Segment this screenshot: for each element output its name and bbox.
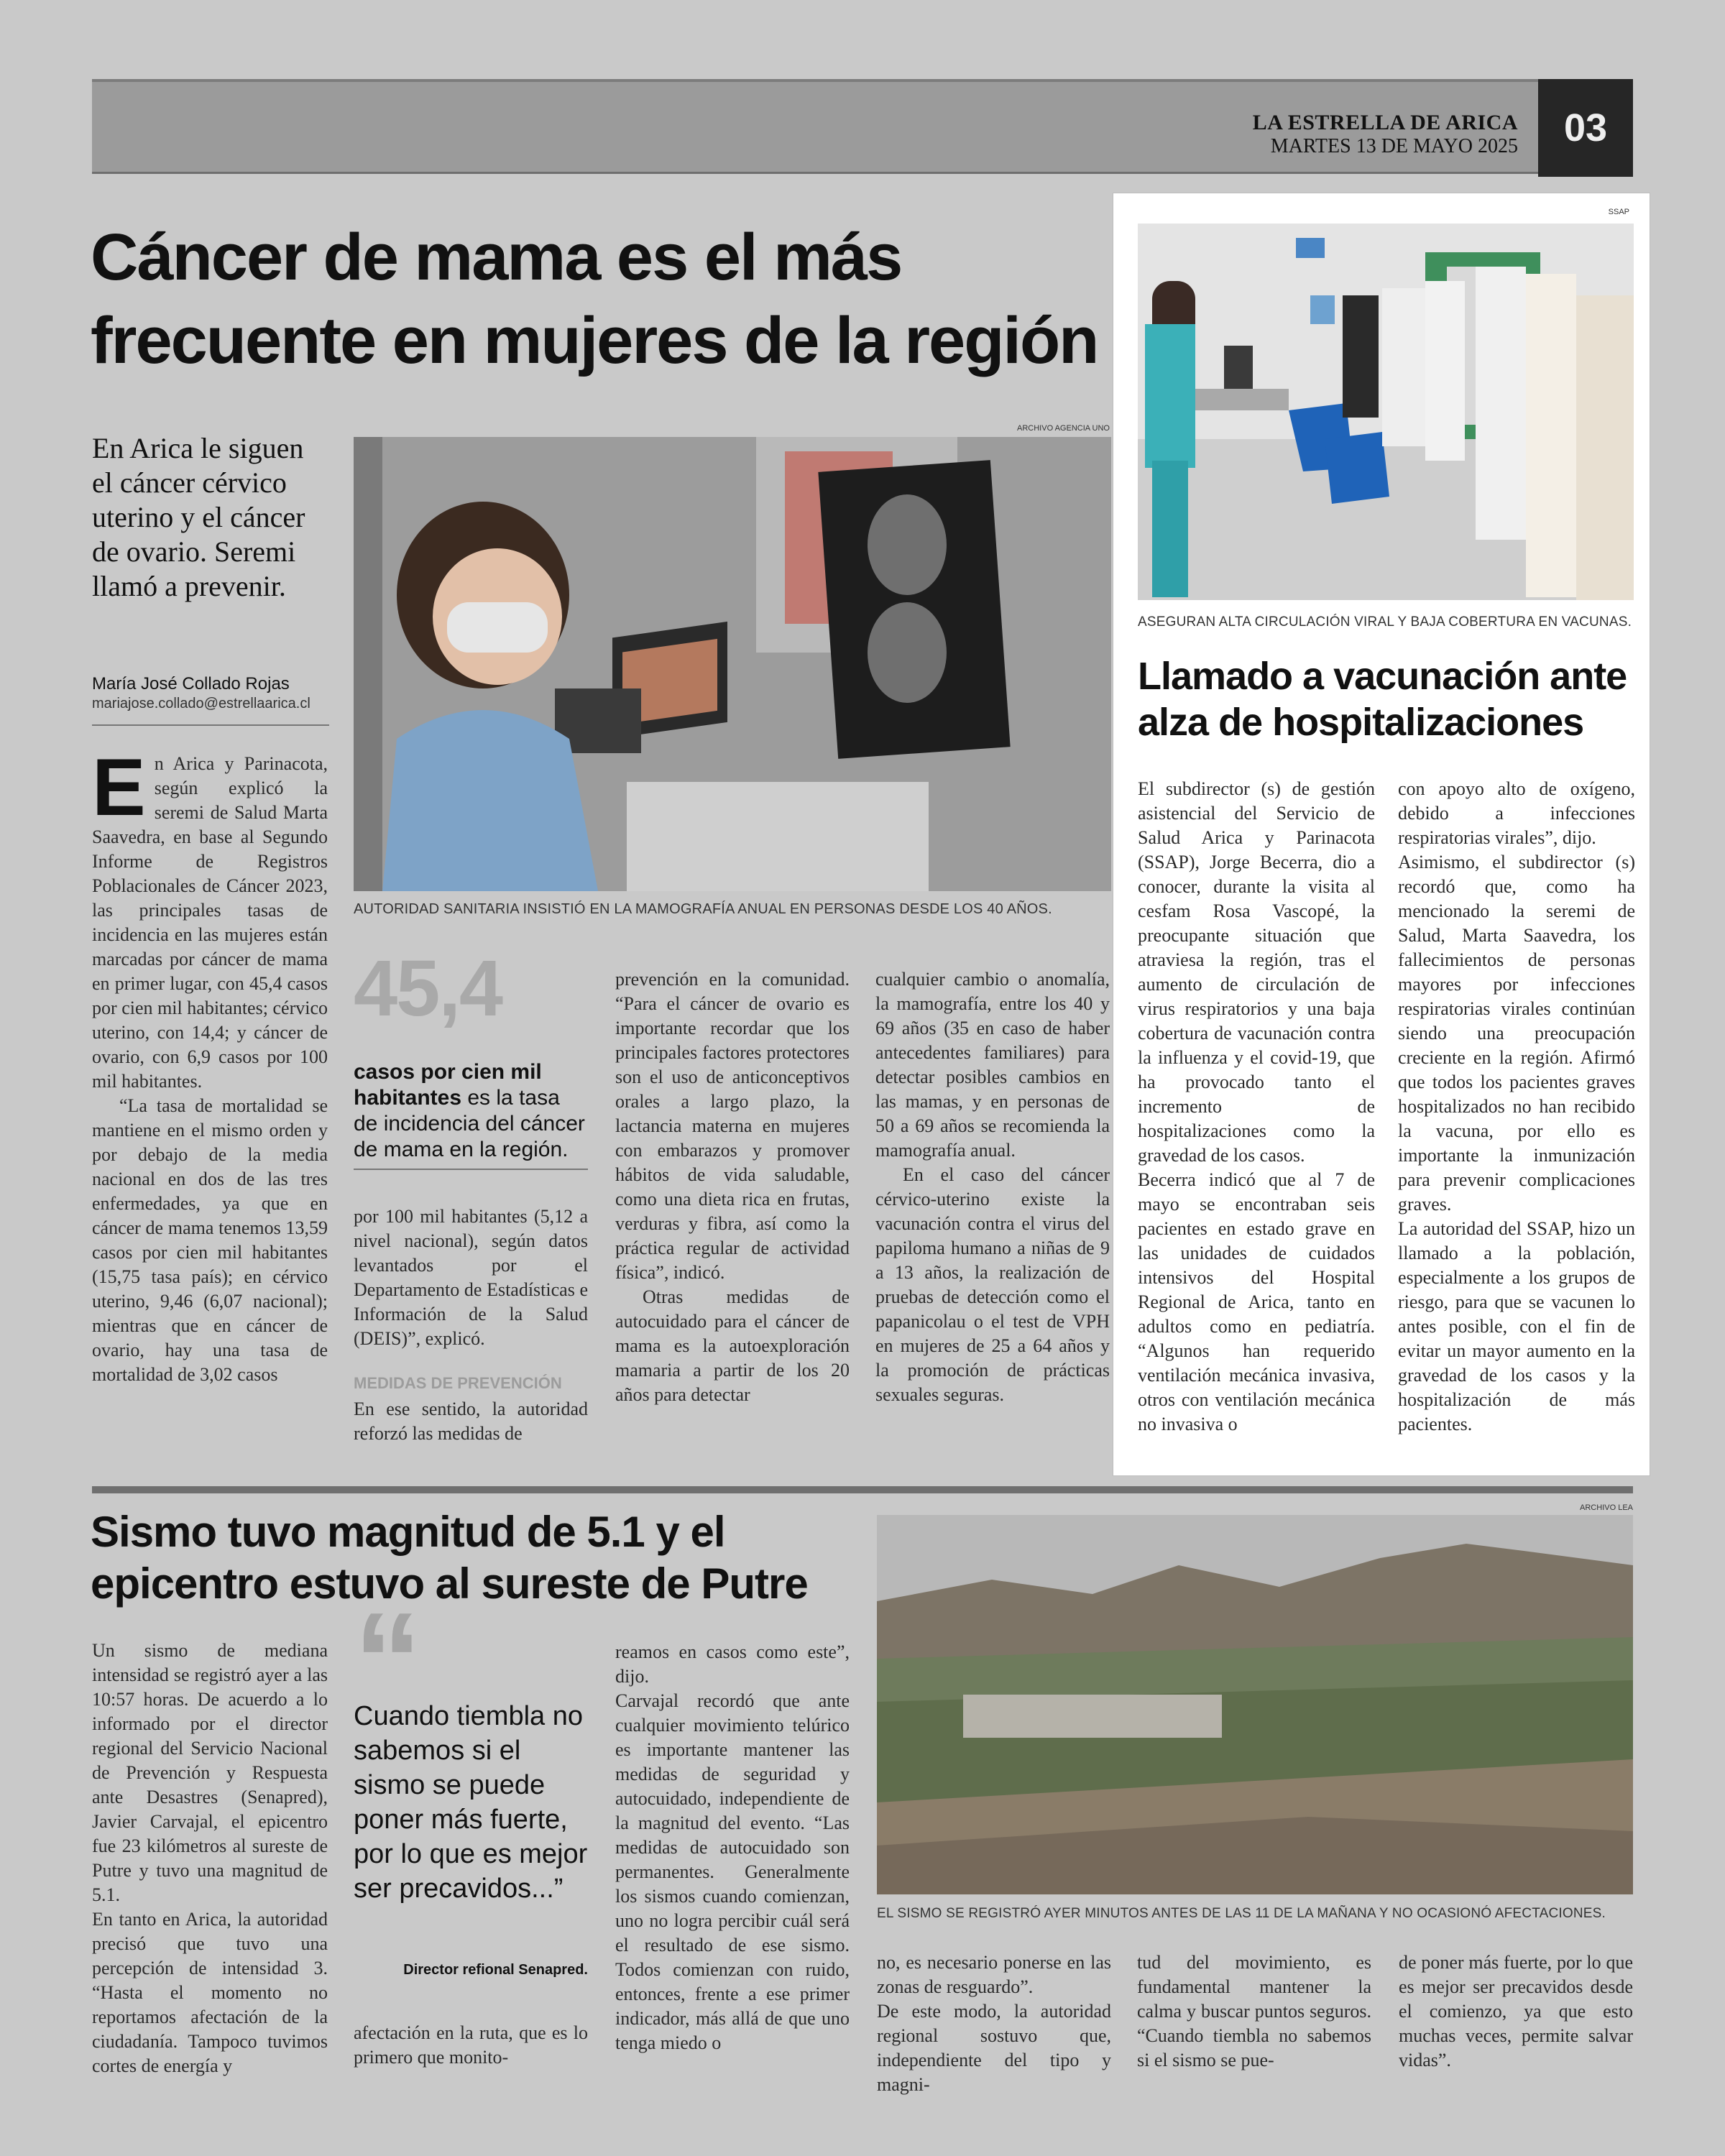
author-email: mariajose.collado@estrellaarica.cl [92,696,310,711]
quake-column-1 [92,1639,328,2078]
vaccine-headline-line2: alza de hospitalizaciones [1138,701,1584,744]
masthead-bar [92,79,1633,174]
subhead-prevention: MEDIDAS DE PREVENCIÓN [354,1374,562,1392]
quake-col3-paragraph1: reamos en casos como este”, dijo. [615,1641,850,1687]
stat-bold: casos por cien mil habitantes [354,1060,542,1110]
author-name: María José Collado Rojas [92,674,290,694]
quake-column-6 [1399,1950,1633,2073]
quote-attribution: Director refional Senapred. [403,1962,588,1978]
vaccine-column-1 [1138,777,1375,1460]
main-col4-paragraph1: cualquier cambio o anomalía, la mamografía, entre los 40 y 69 años (35 en caso de haber antecedentes familiares) para detectar posibles cambios en las mamas, y en personas de 50 a 69 años se recomienda la mamografía anual. [875,969,1110,1161]
quake-col1-paragraph2: En tanto en Arica, la autoridad precisó que tuvo una percepción de intensidad 3. “Hasta el momento no reportamos afectación de la ciudadanía. Tampoco tuvimos cortes de energía y [92,1909,328,2076]
section-divider [92,1486,1633,1493]
vaccine-headline [1138,653,1634,745]
quake-headline [91,1506,881,1610]
newspaper-name: LA ESTRELLA DE ARICA [1252,111,1518,134]
main-column-1 [92,752,328,1456]
vaccine-headline-line1: Llamado a vacunación ante [1138,655,1627,698]
stat-number: 45,4 [354,944,502,1033]
quake-photo-caption: EL SISMO SE REGISTRÓ AYER MINUTOS ANTES DE LAS 11 DE LA MAÑANA Y NO OCASIONÓ AFECTACIONES. [877,1906,1606,1921]
main-col1-paragraph1: n Arica y Parinacota, según explicó la seremi de Salud Marta Saavedra, en base al Segundo Informe de Registros Poblacionales de Cáncer 2023, las principales tasas de incidencia en las mujeres están marcadas por cáncer de mama en primer lugar, con 45,4 casos por cien mil habitantes; cérvico uterino, con 14,4; y cáncer de ovario, con 6,9 casos por 100 mil habitantes. [92,753,328,1092]
quake-col3-paragraph2: Carvajal recordó que ante cualquier movimiento telúrico es importante mantener las medidas de seguridad y autocuidado, independiente de la magnitud del evento. “Las medidas de autocuidado son permanentes. Generalmente los sismos cuando comienzan, uno no logra percibir cuál será el resultado de ese sismo. Todos comienzan con ruido, entonces, frente a ese primer indicador, más allá de que uno tenga miedo o [615,1690,850,2053]
main-headline-line1: Cáncer de mama es el más [91,221,902,294]
publication-date: MARTES 13 DE MAYO 2025 [1270,135,1518,157]
main-lead: En Arica le siguen el cáncer cérvico uterino y el cáncer de ovario. Seremi llamó a prevenir. [92,432,305,602]
quake-col4-paragraph2: De este modo, la autoridad regional sostuvo que, independiente del tipo y magni- [877,2001,1111,2095]
putre-landscape-photo [877,1515,1633,1894]
mammography-photo [354,437,1111,891]
drop-cap: E [92,752,146,832]
stat-description [354,1059,588,1163]
stat-divider [354,1169,588,1170]
vaccine-col2-paragraph1: con apoyo alto de oxígeno, debido a infecciones respiratorias virales”, dijo. [1398,778,1635,848]
main-col3-paragraph2: Otras medidas de autocuidado para el cáncer de mama es la autoexploración mamaria a partir de los 20 años para detectar [615,1286,850,1405]
quake-column-3 [615,1640,850,2055]
vaccination-sidebar [1113,193,1650,1476]
main-col2-paragraph1: por 100 mil habitantes (5,12 a nivel nacional), según datos levantados por el Departamento de Estadísticas e Información de la Salud (DEIS)”, explicó. [354,1206,588,1349]
quake-col6-paragraph1: de poner más fuerte, por lo que es mejor ser precavidos desde el comienzo, ya que esto muchas veces, permite salvar vidas”. [1399,1952,1633,2070]
main-photo-caption: AUTORIDAD SANITARIA INSISTIÓ EN LA MAMOGRAFÍA ANUAL EN PERSONAS DESDE LOS 40 AÑOS. [354,901,1052,917]
vaccine-photo-caption: ASEGURAN ALTA CIRCULACIÓN VIRAL Y BAJA COBERTURA EN VACUNAS. [1138,614,1632,630]
stat-rest: es la tasa de incidencia del cáncer de mama en la región. [354,1086,585,1161]
vaccine-col1-paragraph1: El subdirector (s) de gestión asistencial del Servicio de Salud Arica y Parinacota (SSAP), Jorge Becerra, dio a conocer, durante la visita al cesfam Rosa Vascopé, la preocupante situación que atraviesa la región, tras el aumento de circulación de virus respiratorios y una baja cobertura de vacunación contra la influenza y el covid-19, que ha provocado tanto el incremento de hospitalizaciones como la gravedad de los casos. [1138,778,1375,1166]
vaccine-col2-paragraph3: La autoridad del SSAP, hizo un llamado a la población, especialmente a los grupos de riesgo, para que se vacunen lo antes posible, con el fin de evitar un mayor aumento en la gravedad de los casos y la hospitalización de más pacientes. [1398,1218,1635,1434]
quake-headline-line1: Sismo tuvo magnitud de 5.1 y el [91,1508,725,1556]
quake-col1-paragraph1: Un sismo de mediana intensidad se registró ayer a las 10:57 horas. De acuerdo a lo informado por el director regional del Servicio Nacional de Prevención y Respuesta ante Desastres (Senapred), Javier Carvajal, el epicentro fue 23 kilómetros al sureste de Putre y tuvo una magnitud de 5.1. [92,1640,328,1905]
pull-quote: Cuando tiembla no sabemos si el sismo se puede poner más fuerte, por lo que es mejor ser precavidos...” [354,1701,588,1904]
vaccine-col1-paragraph2: Becerra indicó que al 7 de mayo se encontraban seis pacientes en estado grave en las unidades de cuidados intensivos del Hospital Regional de Arica, tanto en adultos como en pediatría. “Algunos han requerido ventilación mecánica invasiva, otros con ventilación mecánica no invasiva o [1138,1169,1375,1434]
main-headline-line2: frecuente en mujeres de la región [91,304,1098,377]
vaccine-column-2 [1398,777,1635,1460]
main-col1-paragraph2: “La tasa de mortalidad se mantiene en el mismo orden y por debajo de la media nacional en dos de las tres enfermedades, ya que en cáncer de mama tenemos 13,59 casos por cien mil habitantes (15,75 tasa país); en cérvico uterino, 9,46 (6,07 nacional); mientras que en cáncer de ovario, hay una tasa de mortalidad de 3,02 casos [92,1095,328,1385]
quake-headline-line2: epicentro estuvo al sureste de Putre [91,1560,808,1608]
main-photo-credit: ARCHIVO AGENCIA UNO [1017,424,1110,433]
vaccine-col2-paragraph2: Asimismo, el subdirector (s) recordó que, como ha mencionado la seremi de Salud, Marta Saavedra, los fallecimientos de personas mayores por infecciones respiratorias virales continúan siendo una preocupación creciente en la región. Afirmó que todos los pacientes graves hospitalizados no han recibido la vacuna, por ello es importante la inmunización para prevenir complicaciones graves. [1398,852,1635,1215]
main-col2-paragraph2: En ese sentido, la autoridad reforzó las medidas de [354,1399,588,1444]
page-number: 03 [1538,79,1633,177]
quake-col5-paragraph1: tud del movimiento, es fundamental mantener la calma y buscar puntos seguros. “Cuando tiembla no sabemos si el sismo se pue- [1137,1952,1371,2070]
quake-column-4 [877,1950,1111,2097]
main-headline [91,216,1126,382]
main-col4-paragraph2: En el caso del cáncer cérvico-uterino existe la vacunación contra el virus del papiloma humano a niñas de 9 a 13 años, la realización de pruebas de detección como el papanicolau o el test de VPH en mujeres de 25 a 64 años y la promoción de prácticas sexuales seguras. [875,1164,1110,1405]
main-col3-paragraph1: prevención en la comunidad. “Para el cáncer de ovario es importante recordar que los principales factores protectores son el uso de anticonceptivos orales a largo plazo, la lactancia materna en mujeres con embarazos y promover hábitos de vida saludable, como una dieta rica en frutas, verduras y fibra, así como la práctica regular de actividad física”, indicó. [615,969,850,1283]
vaccine-photo-credit: SSAP [1608,208,1629,216]
main-column-3 [615,967,850,1407]
main-column-4 [875,967,1110,1407]
quake-column-2 [354,2021,588,2070]
quake-col2-paragraph: afectación en la ruta, que es lo primero que monito- [354,2022,588,2068]
quake-col4-paragraph1: no, es necesario ponerse en las zonas de resguardo”. [877,1952,1111,1997]
author-divider [92,724,329,726]
main-column-2 [354,1204,588,1351]
clinic-visit-photo [1138,224,1634,600]
quake-photo-credit: ARCHIVO LEA [1580,1503,1633,1512]
main-column-2b [354,1397,588,1446]
quote-mark: “ [354,1585,422,1737]
quake-column-5 [1137,1950,1371,2073]
